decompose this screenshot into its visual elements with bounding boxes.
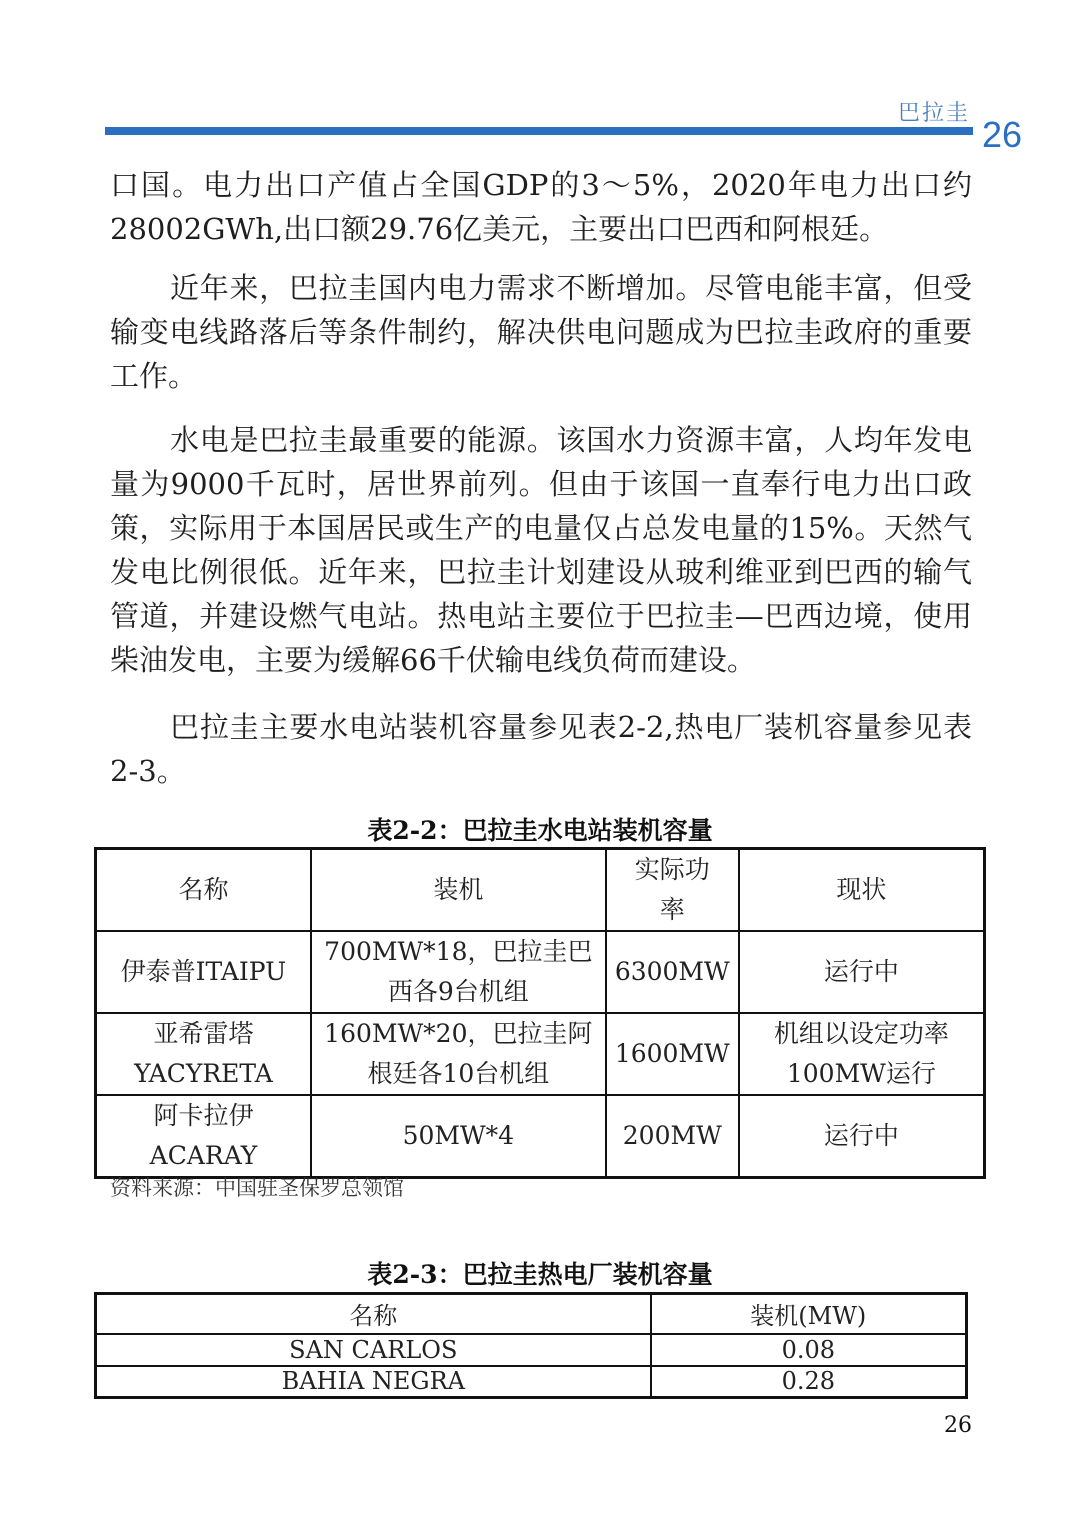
cell-name: SAN CARLOS	[96, 1334, 651, 1366]
cell-units-line1: 700MW*18，巴拉圭巴	[324, 937, 593, 966]
table-row	[96, 931, 985, 1013]
cell-units-line1: 160MW*20，巴拉圭阿	[324, 1019, 593, 1048]
cell-capacity: 0.08	[651, 1334, 967, 1366]
cell-units: 50MW*4	[311, 1095, 606, 1178]
table-hydro	[94, 847, 986, 1179]
header-power	[606, 849, 739, 932]
table-source-note: 资料来源：中国驻圣保罗总领馆	[110, 1176, 404, 1200]
paragraph-3: 水电是巴拉圭最重要的能源。该国水力资源丰富，人均年发电量为9000千瓦时，居世界前列。但由于该国一直奉行电力出口政策，实际用于本国居民或生产的电量仅占总发电量的15%。天然气发电比例很低。近年来，巴拉圭计划建设从玻利维亚到巴西的输气管道，并建设燃气电站。热电站主要位于巴拉圭—巴西边境，使用柴油发电，主要为缓解66千伏输电线负荷而建设。	[110, 423, 972, 677]
cell-name	[96, 1095, 311, 1178]
header-status: 现状	[739, 849, 985, 932]
cell-name-line1: 阿卡拉伊	[153, 1101, 254, 1130]
header-divider	[105, 127, 973, 135]
table-row	[96, 1366, 967, 1398]
cell-units-line2: 西各9台机组	[387, 977, 529, 1006]
footer-page-number: 26	[944, 1413, 972, 1438]
header-power-line1: 实际功	[634, 855, 710, 884]
cell-name: BAHIA NEGRA	[96, 1366, 651, 1398]
running-header-title: 巴拉圭	[897, 101, 970, 126]
cell-name	[96, 1013, 311, 1095]
cell-status	[739, 1013, 985, 1095]
header-units: 装机	[311, 849, 606, 932]
cell-name-line2: YACYRETA	[134, 1059, 273, 1088]
table-thermal	[94, 1292, 968, 1399]
header-name: 名称	[96, 849, 311, 932]
table-row	[96, 1013, 985, 1095]
header-power-line2: 率	[659, 895, 685, 924]
cell-units	[311, 1013, 606, 1095]
paragraph-1: 口国。电力出口产值占全国GDP的3～5%，2020年电力出口约28002GWh,出口额29.76亿美元，主要出口巴西和阿根廷。	[110, 168, 972, 246]
cell-power: 6300MW	[606, 931, 739, 1013]
table-thermal-caption: 表2-3：巴拉圭热电厂装机容量	[367, 1260, 713, 1289]
cell-units	[311, 931, 606, 1013]
cell-name: 伊泰普ITAIPU	[96, 931, 311, 1013]
cell-power: 1600MW	[606, 1013, 739, 1095]
cell-status: 运行中	[739, 1095, 985, 1178]
header-capacity: 装机(MW)	[651, 1294, 967, 1334]
cell-capacity: 0.28	[651, 1366, 967, 1398]
table-row	[96, 1334, 967, 1366]
cell-name-line2: ACARAY	[149, 1141, 258, 1170]
paragraph-4: 巴拉圭主要水电站装机容量参见表2-2,热电厂装机容量参见表2-3。	[110, 710, 972, 788]
table-row	[96, 1095, 985, 1178]
table-hydro-caption: 表2-2：巴拉圭水电站装机容量	[367, 816, 713, 845]
cell-status-line1: 机组以设定功率	[773, 1019, 949, 1048]
cell-status-line2: 100MW运行	[786, 1059, 936, 1088]
cell-power: 200MW	[606, 1095, 739, 1178]
cell-status: 运行中	[739, 931, 985, 1013]
header-page-number: 26	[982, 114, 1023, 155]
paragraph-2: 近年来，巴拉圭国内电力需求不断增加。尽管电能丰富，但受输变电线路落后等条件制约，解决供电问题成为巴拉圭政府的重要工作。	[110, 271, 972, 393]
cell-name-line1: 亚希雷塔	[153, 1019, 254, 1048]
header-name: 名称	[96, 1294, 651, 1334]
cell-units-line2: 根廷各10台机组	[367, 1059, 550, 1088]
table-header-row	[96, 1294, 967, 1334]
table-header-row	[96, 849, 985, 932]
